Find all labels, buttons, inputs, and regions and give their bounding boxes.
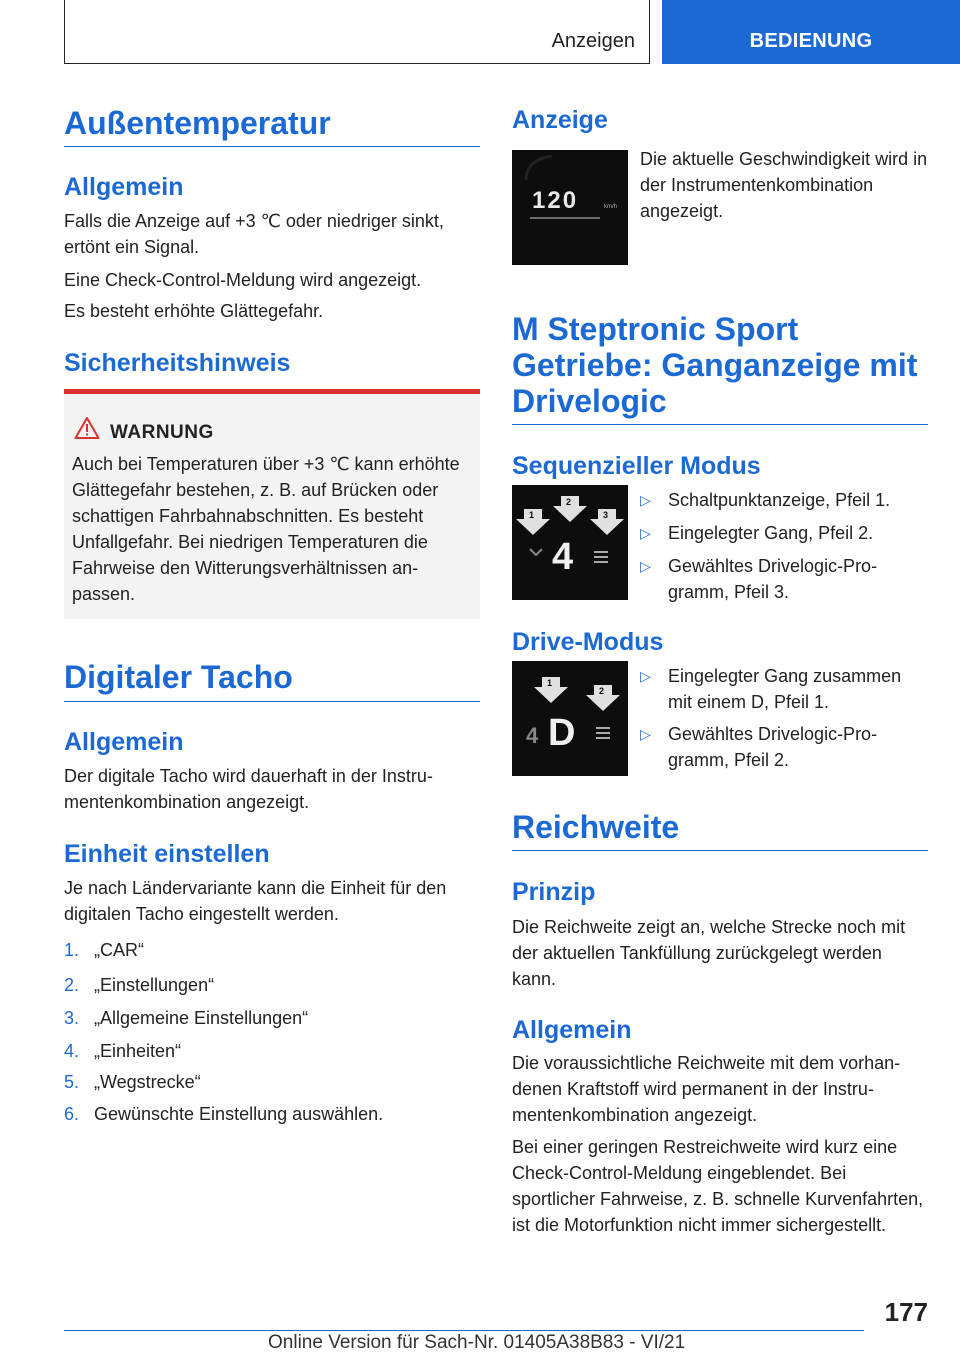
paragraph: Die aktuelle Geschwindigkeit wird in der Instrumentenkombination angezeigt. [640,149,928,221]
drive-mode-image [512,661,628,776]
heading-rule [512,424,928,425]
arrow-label: 3 [603,510,609,520]
list-text: „Einheiten“ [94,1041,182,1061]
arrow-label: 2 [599,686,605,696]
list-text: „Wegstrecke“ [94,1072,201,1092]
subheading-allgemein: Allgemein [64,728,184,756]
heading-aussentemperatur: Außentemperatur [64,105,331,141]
warning-box [64,389,480,619]
heading-rule [64,146,480,147]
list-item [64,937,144,963]
heading-reichweite: Reichweite [512,809,680,845]
paragraph: Der digitale Tacho wird dauerhaft in der Instrumentenkombination angezeigt. [64,766,433,812]
drive-mode-graphic [512,661,628,776]
paragraph: Es besteht erhöhte Glättegefahr. [64,301,324,321]
list-item [64,1101,383,1127]
footer-rule [64,1330,864,1331]
paragraph: Eine Check-Control-Meldung wird angezeigt. [64,270,422,290]
bullet-triangle-icon: ▷ [640,525,651,541]
subheading-allgemein: Allgemein [512,1016,632,1044]
list-number: 1. [64,940,80,960]
drive-gear: 4 [526,723,539,748]
paragraph: Je nach Ländervariante kann die Einheit für den digitalen Tacho eingestellt werden. [64,878,447,924]
bullet-triangle-icon: ▷ [640,558,651,574]
subheading-prinzip: Prinzip [512,878,596,906]
warning-triangle-icon [74,416,100,440]
list-item [64,972,214,998]
subheading-sequenzieller-modus: Sequenzieller Modus [512,452,761,480]
speed-value: 120 [532,187,579,214]
list-text: „CAR“ [94,940,144,960]
list-item [64,1038,181,1064]
heading-rule [64,701,480,702]
bullet-text: Gewähltes Drivelogic-Programm, Pfeil 3. [668,556,878,602]
list-item [64,1069,201,1095]
paragraph: Die voraussichtliche Reichweite mit dem vorhandenen Kraftstoff wird permanent in der Instrumentenkombination angezeigt. [512,1053,901,1125]
heading-rule [512,850,928,851]
bullet-text: Eingelegter Gang zusammen mit einem D, Pfeil 1. [668,666,902,712]
sequential-mode-graphic [512,485,628,600]
arrow-label: 1 [547,678,553,688]
list-number: 4. [64,1041,80,1061]
paragraph: Falls die Anzeige auf +3 ℃ oder niedriger sinkt, ertönt ein Signal. [64,211,444,257]
paragraph: Bei einer geringen Restreichweite wird kurz eine Check-Control-Meldung eingeblendet. Bei sportlicher Fahrweise, z. B. schnelle Kurvenfahrten, ist die Motorfunktion nicht immer sichergestellt. [512,1137,924,1235]
heading-digitaler-tacho: Digitaler Tacho [64,659,293,695]
list-text: „Einstellungen“ [94,975,215,995]
bullet-text: Schaltpunktanzeige, Pfeil 1. [668,490,891,510]
subheading-anzeige: Anzeige [512,106,608,134]
warning-text: Auch bei Temperaturen über +3 ℃ kann erhöhte Glättegefahr bestehen, z. B. auf Brücken oder schattigen Fahrbahnabschnitten. Es besteht Unfallgefahr. Bei niedrigen Temperaturen die Fahrweise den Witterungsverhältnissen anpassen. [72,454,460,604]
speed-display-graphic [512,150,628,265]
bullet-triangle-icon: ▷ [640,726,651,742]
header-chapter-title: BEDIENUNG [749,30,873,52]
header-section-box [64,0,650,64]
subheading-drive-modus: Drive-Modus [512,628,664,656]
bullet-triangle-icon: ▷ [640,492,651,508]
heading-steptronic: M Steptronic Sport Getriebe: Ganganzeige mit Drivelogic [512,311,918,419]
arrow-label: 1 [529,510,535,520]
header-section-title: Anzeigen [551,30,635,52]
list-number: 2. [64,975,80,995]
subheading-einheit-einstellen: Einheit einstellen [64,840,270,868]
list-text: „Allgemeine Einstellungen“ [94,1008,309,1028]
paragraph: Die Reichweite zeigt an, welche Strecke noch mit der aktuellen Tankfüllung zurückgelegt werden kann. [512,917,906,989]
list-number: 3. [64,1008,80,1028]
speed-display-image [512,150,628,265]
list-number: 5. [64,1072,80,1092]
subheading-sicherheitshinweis: Sicherheitshinweis [64,349,291,377]
drive-mode-letter: D [548,712,576,754]
page-number: 177 [884,1297,928,1327]
list-text: Gewünschte Einstellung auswählen. [94,1104,384,1124]
speed-unit: km/h [604,204,618,210]
bullet-text: Gewähltes Drivelogic-Programm, Pfeil 2. [668,724,878,770]
arrow-label: 2 [566,497,572,507]
footer-text: Online Version für Sach-Nr. 01405A38B83 - VI/21 [268,1332,686,1353]
bullet-triangle-icon: ▷ [640,668,651,684]
bullet-text: Eingelegter Gang, Pfeil 2. [668,523,874,543]
list-item [64,1005,308,1031]
subheading-allgemein: Allgemein [64,173,184,201]
header-chapter-tab [662,0,960,64]
sequential-mode-image [512,485,628,600]
warning-heading: WARNUNG [110,422,214,443]
list-number: 6. [64,1104,80,1124]
seq-gear: 4 [552,536,574,578]
